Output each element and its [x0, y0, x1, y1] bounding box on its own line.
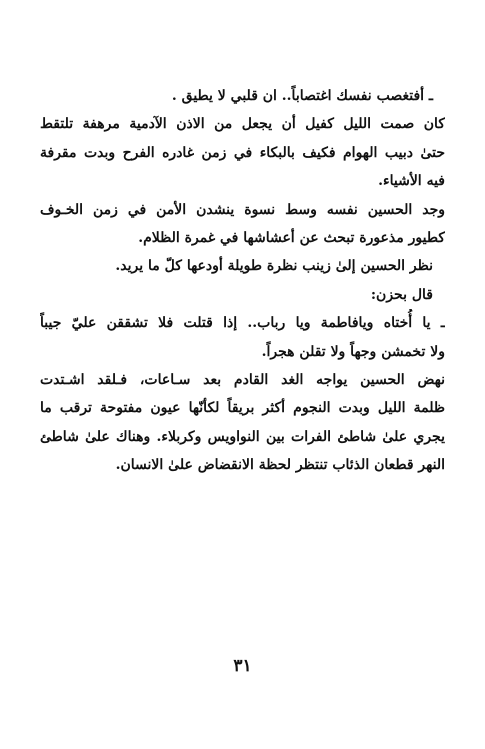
text-line: نهض الحسين يواجه الغد القادم بعد سـاعات، فـلقد اشـتدت: [40, 371, 445, 388]
text-line: ـ أفتغصب نفسك اغتصاباً.. ان قلبي لا يطيق .: [171, 88, 433, 104]
text-line: كان صمت الليل كفيل أن يجعل من الاذن الآدمية مرهفة تلتقط: [40, 116, 445, 133]
text-line: نظر الحسين إلىٰ زينب نظرة طويلة أودعها كلّ ما يريد.: [115, 258, 433, 275]
text-line: قال بحزن:: [370, 286, 433, 303]
text-line: ظلمة الليل وبدت النجوم أكثر بريقاً لكأنّها عيون مفتوحة ترقب ما: [40, 400, 445, 417]
body-text: [40, 82, 445, 479]
text-line: حتىٰ دبيب الهوام فكيف بالبكاء في زمن غادره الفرح وبدت مقرفة: [40, 144, 445, 161]
text-line: ـ يا أُختاه ويافاطمة ويا رباب.. إذا قتلت فلا تشققن عليّ جيباً: [40, 315, 445, 332]
text-line: ولا تخمشن وجهاً ولا تقلن هجراً.: [261, 343, 445, 360]
text-line: يجري علىٰ شاطئ الفرات بين النواويس وكربلاء. وهناك علىٰ شاطئ: [40, 428, 445, 445]
text-line: فيه الأشياء.: [378, 173, 445, 190]
text-line: وجد الحسين نفسه وسط نسوة ينشدن الأمن في زمن الخـوف: [40, 201, 445, 218]
text-line: النهر قطعان الذئاب تنتظر لحظة الانقضاض علىٰ الانسان.: [115, 457, 445, 474]
text-line: كطيور مذعورة تبحث عن أعشاشها في غمرة الظلام.: [138, 229, 445, 246]
page-number: ٣١: [233, 656, 252, 676]
